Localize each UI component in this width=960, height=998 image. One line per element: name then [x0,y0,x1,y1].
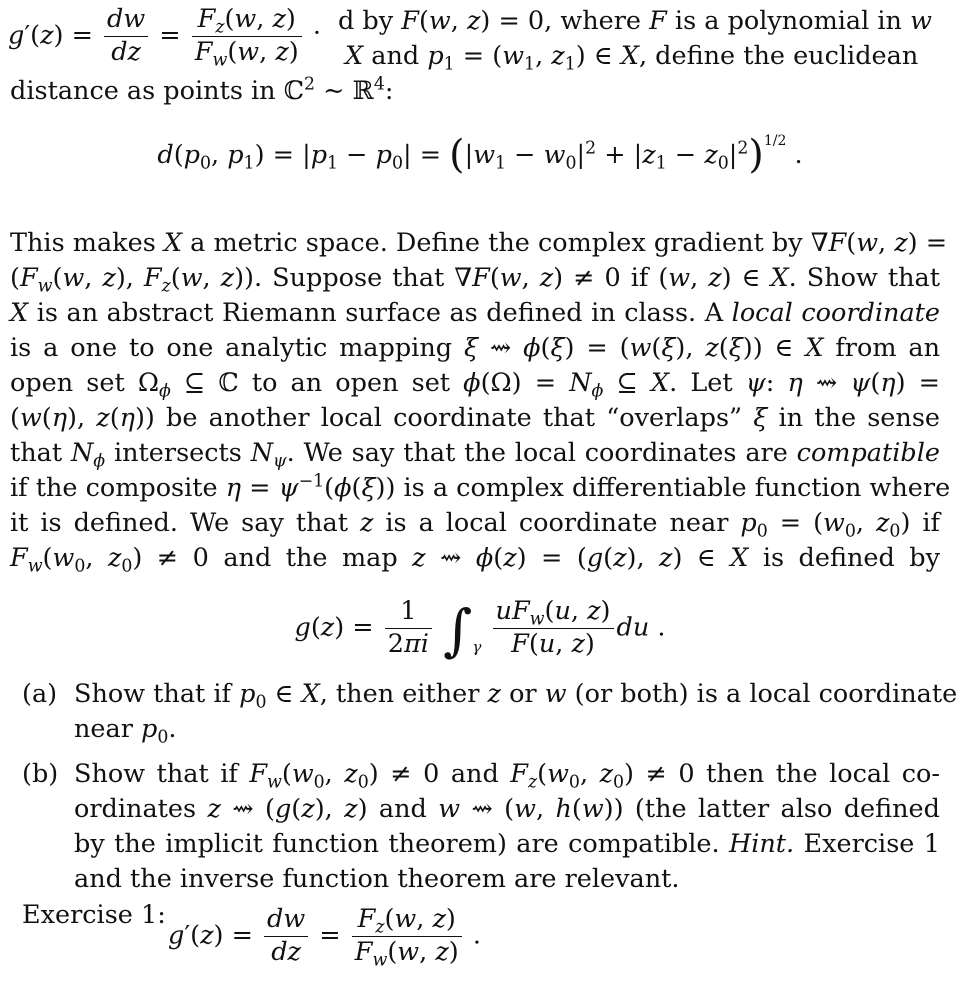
g-integral-equation: g(z) = $\frac{1}{2\pi i}$ $\int_\gamma$ $\frac{uF_w(u, z)}{F(u, z)}$ du . [294,596,666,664]
body-line-3: X is an abstract Riemann surface as defined in class. A local coordinate [10,298,940,328]
item-b [22,757,940,897]
body-line-10: $F_w(w_0$, $z_0) \ne 0$ and the map z ⇝ ϕ(z) = (g(z), z) ∈ X is defined by [10,543,940,577]
item-a-line-1: Show that if $p_0$ ∈ X, then either z or w (or both) is a local coordinate [74,679,958,713]
top-line-2: X and $p_1 = (w_1$, $z_1$) ∈ X, define the euclidean [345,41,919,75]
item-b-line-4: and the inverse function theorem are relevant. [74,864,680,894]
body-line-6: (w(η), z(η)) be another local coordinate that “overlaps” ξ in the sense [10,403,940,433]
distance-equation: $d(p_0$, $p_1) = |p_1 - p_0| = (|w_1 - w_0|^2 + |z_1 - z_0|^2)^{1/2}$ . [157,131,803,178]
item-b-line-3: by the implicit function theorem) are compatible. Hint. Exercise 1 [74,829,940,859]
body-line-8: if the composite $\eta = \psi^{-1}(\phi(\xi))$ is a complex differentiable function where [10,471,951,503]
body-line-1: This makes X a metric space. Define the complex gradient by ∇F(w, z) = [10,228,948,258]
body-line-5: open set $\Omega_\phi$ ⊆ ℂ to an open set $\phi(\Omega) = N_\phi$ ⊆ X. Let ψ: η ⇝ ψ(η) = [10,368,941,402]
item-a [22,677,958,748]
body-line-7: that $N_\phi$ intersects $N_\psi$. We say that the local coordinates are compatible [10,438,940,472]
top-equation: g′(z) = $\frac{dw}{dz}$ = $\frac{F_z(w, z)}{F_w(w, z)}$ · [8,4,321,71]
item-b-label: (b) [22,759,59,789]
body-line-4: is a one to one analytic mapping ξ ⇝ ϕ(ξ) = (w(ξ), z(ξ)) ∈ X from an [10,333,941,363]
exercise-equation: g′(z) = $\frac{dw}{dz}$ = $\frac{F_z(w, z)}{F_w(w, z)}$ . [168,904,481,971]
top-line-3: distance as points in ℂ$^2$ ∼ ℝ$^4$: [10,74,394,106]
item-b-line-2: ordinates z ⇝ (g(z), z) and w ⇝ (w, h(w)) (the latter also defined [74,794,940,824]
body-line-2: ($F_w(w$, z), $F_z(w$, z)). Suppose that ∇F(w, z) ≠ 0 if (w, z) ∈ X. Show that [10,263,940,297]
body-line-9: it is defined. We say that z is a local coordinate near $p_0 = (w_0$, $z_0$) if [10,508,940,542]
exercise-label: Exercise 1: [22,900,166,930]
item-a-label: (a) [22,679,58,709]
item-a-line-2: near $p_0$. [74,714,177,748]
top-line-1: d by F(w, z) = 0, where F is a polynomial in w [338,6,932,36]
item-b-line-1: Show that if $F_w(w_0$, $z_0) \ne 0$ and $F_z(w_0$, $z_0) \ne 0$ then the local co- [74,759,940,793]
